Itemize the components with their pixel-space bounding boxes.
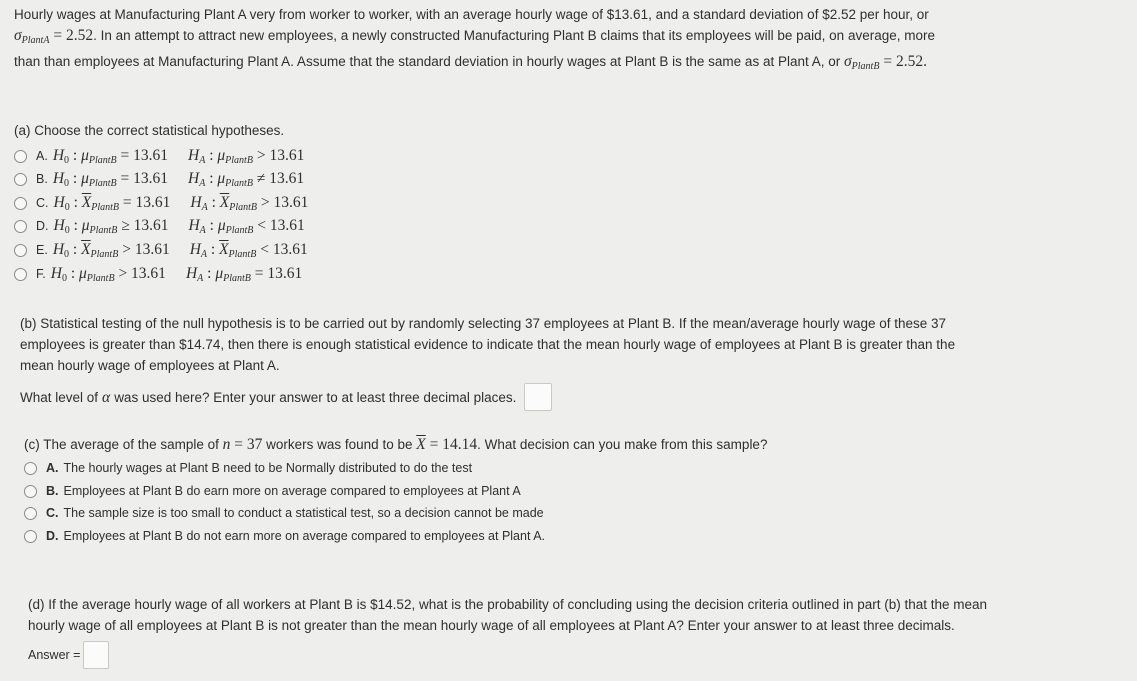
radio-button[interactable] bbox=[14, 220, 27, 233]
option-text: The hourly wages at Plant B need to be Normally distributed to do the test bbox=[63, 461, 473, 475]
alternative-hypothesis: $H_A$ : $\overline{X}_{PlantB} > 13.61$ bbox=[190, 193, 309, 213]
part-d-answer-row bbox=[28, 641, 109, 669]
option-letter: B. bbox=[36, 172, 48, 186]
option-text: The sample size is too small to conduct a statistical test, so a decision cannot be made bbox=[63, 506, 544, 520]
sigma-plant-b: $\sigma_{PlantB} = 2.52$. bbox=[844, 53, 927, 72]
option-letter: E. bbox=[36, 243, 48, 257]
option-letter: D. bbox=[46, 529, 59, 543]
part-b-line-2: employees is greater than $14.74, then there is enough statistical evidence to indicate that the mean hourly wage of employees at Plant B is greater than the bbox=[20, 337, 956, 352]
intro-paragraph bbox=[14, 4, 1129, 77]
part-c-option[interactable] bbox=[24, 525, 545, 547]
part-c-prompt: (c) The average of the sample of n = 37 workers was found to be $\overline{X} = 14.14$. What decision can you make from this sample? bbox=[24, 436, 768, 453]
part-a-option[interactable] bbox=[14, 168, 304, 190]
part-b-question: What level of α was used here? Enter your answer to at least three decimal places. bbox=[20, 383, 552, 411]
option-text: Employees at Plant B do earn more on average compared to employees at Plant A bbox=[63, 484, 521, 498]
null-hypothesis: $H_0$ : $\mu_{PlantB} = 13.61$ bbox=[52, 169, 169, 189]
null-hypothesis: $H_0$ : $\mu_{PlantB} > 13.61$ bbox=[50, 264, 166, 284]
radio-button[interactable] bbox=[14, 173, 27, 186]
option-letter: C. bbox=[46, 506, 59, 520]
part-a-option[interactable] bbox=[14, 239, 308, 261]
part-b-line-1: (b) Statistical testing of the null hypothesis is to be carried out by randomly selecting 37 employees at Plant B. If the mean/average hourly wage of these 37 bbox=[20, 316, 947, 331]
part-a-option[interactable] bbox=[14, 145, 304, 167]
part-a-prompt: (a) Choose the correct statistical hypotheses. bbox=[14, 123, 285, 138]
part-c-option[interactable] bbox=[24, 457, 472, 479]
xbar-expression: $\overline{X} = 14.14$ bbox=[416, 436, 478, 453]
radio-button[interactable] bbox=[24, 485, 37, 498]
option-letter: B. bbox=[46, 484, 59, 498]
part-b-paragraph bbox=[20, 313, 1125, 376]
option-letter: D. bbox=[36, 219, 49, 233]
radio-button[interactable] bbox=[14, 268, 27, 281]
option-letter: A. bbox=[36, 149, 48, 163]
alpha-symbol: α bbox=[102, 388, 111, 406]
probability-answer-input[interactable] bbox=[83, 641, 109, 669]
null-hypothesis: $H_0$ : $\mu_{PlantB} = 13.61$ bbox=[52, 146, 169, 166]
part-c-option[interactable] bbox=[24, 480, 521, 502]
radio-button[interactable] bbox=[14, 197, 27, 210]
null-hypothesis: $H_0$ : $\overline{X}_{PlantB} = 13.61$ bbox=[53, 193, 171, 213]
alternative-hypothesis: $H_A$ : $\mu_{PlantB} < 13.61$ bbox=[188, 216, 305, 236]
option-letter: A. bbox=[46, 461, 59, 475]
alpha-answer-input[interactable] bbox=[524, 383, 552, 411]
part-c-option[interactable] bbox=[24, 502, 544, 524]
n-expression: n = 37 bbox=[222, 436, 263, 453]
option-text: Employees at Plant B do not earn more on average compared to employees at Plant A. bbox=[63, 529, 546, 543]
answer-label: Answer = bbox=[28, 647, 81, 662]
part-d-line-2: hourly wage of all employees at Plant B is not greater than the mean hourly wage of all employees at Plant A? Enter your answer to at least three decimals. bbox=[28, 618, 955, 633]
alternative-hypothesis: $H_A$ : $\mu_{PlantB} > 13.61$ bbox=[188, 146, 305, 166]
option-letter: F. bbox=[36, 267, 46, 281]
radio-button[interactable] bbox=[24, 462, 37, 475]
part-a-option[interactable] bbox=[14, 192, 308, 214]
part-b-line-3: mean hourly wage of employees at Plant A. bbox=[20, 358, 280, 373]
radio-button[interactable] bbox=[24, 530, 37, 543]
part-d-line-1: (d) If the average hourly wage of all workers at Plant B is $14.52, what is the probability of concluding using the decision criteria outlined in part (b) that the mean bbox=[28, 597, 988, 612]
option-letter: C. bbox=[36, 196, 49, 210]
sigma-plant-a: $\sigma_{PlantA} = 2.52$ bbox=[14, 27, 94, 46]
intro-line-2: $\sigma_{PlantA} = 2.52$. In an attempt to attract new employees, a newly constructed Manufacturing Plant B claims that its employees will be paid, on average, more bbox=[14, 27, 935, 46]
radio-button[interactable] bbox=[14, 150, 27, 163]
intro-line-1: Hourly wages at Manufacturing Plant A very from worker to worker, with an average hourly wage of $13.61, and a standard deviation of $2.52 per hour, or bbox=[14, 7, 929, 22]
part-a-option[interactable] bbox=[14, 215, 305, 237]
alternative-hypothesis: $H_A$ : $\overline{X}_{PlantB} < 13.61$ bbox=[189, 240, 308, 260]
part-a-option[interactable] bbox=[14, 263, 302, 285]
alternative-hypothesis: $H_A$ : $\mu_{PlantB} \ne 13.61$ bbox=[188, 169, 305, 189]
null-hypothesis: $H_0$ : $\mu_{PlantB} \ge 13.61$ bbox=[53, 216, 169, 236]
intro-line-3: than than employees at Manufacturing Plant A. Assume that the standard deviation in hourly wages at Plant B is the same as at Plant A, or $\sigma_{PlantB} = 2.52$. bbox=[14, 53, 927, 72]
radio-button[interactable] bbox=[14, 244, 27, 257]
alternative-hypothesis: $H_A$ : $\mu_{PlantB} = 13.61$ bbox=[185, 264, 303, 284]
radio-button[interactable] bbox=[24, 507, 37, 520]
part-d-paragraph bbox=[28, 594, 1128, 636]
null-hypothesis: $H_0$ : $\overline{X}_{PlantB} > 13.61$ bbox=[52, 240, 170, 260]
